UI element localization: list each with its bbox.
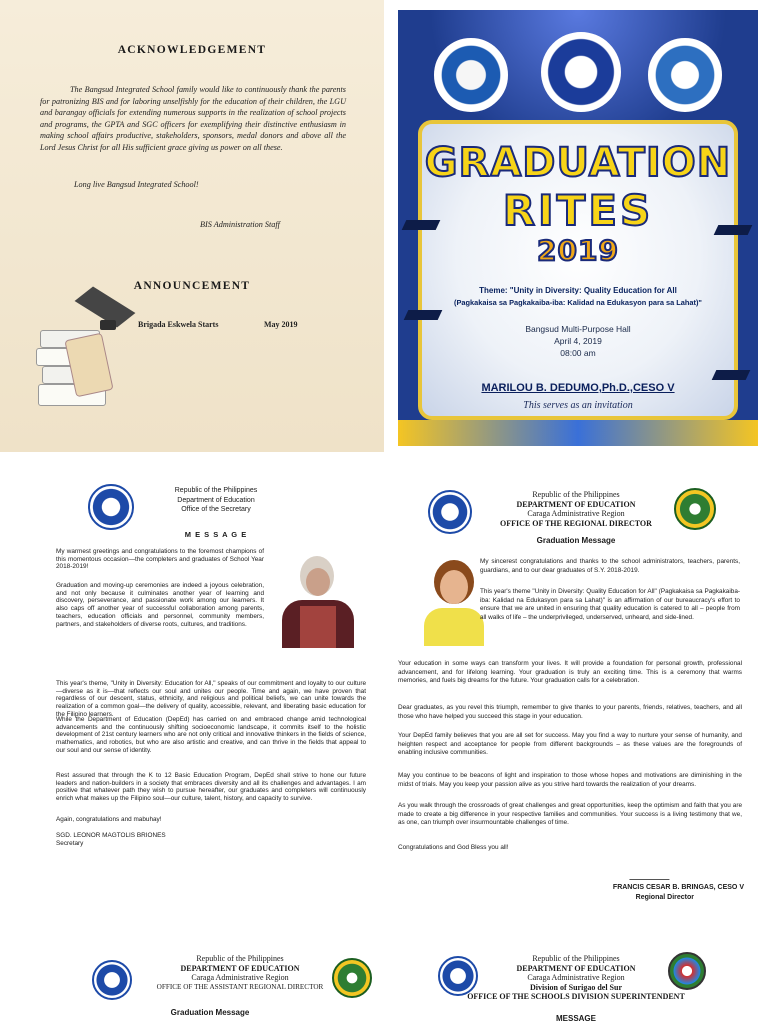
header-region: Caraga Administrative Region [191, 973, 289, 982]
regional-intro: My sincerest congratulations and thanks to the school administrators, teachers, parents, guardians, and to our dear graduates of S.Y. 2018-2019. [480, 558, 740, 574]
secretary-paragraph-2: Graduation and moving-up ceremonies are indeed a joyous celebration, and not only because it culminates another year of learning and discovery, perseverance, and passionate work among our learners. It also caps off another year of successful collaboration among parents, teachers, education officials and personnel, community members, partners, and stakeholders of diverse roots, cultures, and traditions. [56, 582, 264, 628]
header-office: OFFICE OF THE ASSISTANT REGIONAL DIRECTOR [156, 982, 324, 991]
regional-signatory: FRANCIS CESAR B. BRINGAS, CESO V [612, 884, 744, 891]
acknowledgement-closing: Long live Bangsud Integrated School! [74, 180, 199, 189]
mortarboard-icon [402, 220, 441, 230]
regional-theme-paragraph: This year's theme "Unity in Diversity: Quality Education for All" (Pagkakaisa sa Pagkakaiba-iba: Kalidad na Edukasyon para sa Lahat)" is an affirmation of our bureaucracy's effort to ensure that we are united in ensuring that quality education is catered to all – people from all walks of life – the underprivileged, underserved, unheard, and side-lined. [480, 588, 740, 621]
secretary-signatory: SGD. LEONOR MAGTOLIS BRIONES [56, 832, 166, 839]
regional-signatory-title: Regional Director [635, 894, 694, 901]
invitation-note: This serves as an invitation [523, 400, 633, 411]
graduation-books-illustration [30, 290, 140, 420]
signature-mark [629, 868, 675, 880]
header-republic: Republic of the Philippines [532, 490, 620, 499]
regional-paragraph-4: May you continue to be beacons of light and inspiration to those whose hopes and motivations are diminishing in the midst of trials. May you keep your passion alive as you strive hard towards the realization of your dreams. [398, 772, 742, 788]
school-seal-icon [648, 38, 722, 112]
deped-division-seal-icon [434, 38, 508, 112]
message-title: MESSAGE [555, 1014, 596, 1023]
announcement-title: ANNOUNCEMENT [133, 280, 251, 292]
regional-paragraph-2: Dear graduates, as you revel this triumph, remember to give thanks to your parents, friends, relatives, teachers, and all those who have helped you succeed this stage in your education. [398, 704, 742, 720]
message-title: Graduation Message [170, 1008, 250, 1017]
announcement-date: May 2019 [264, 320, 298, 329]
secretary-paragraph-5: Rest assured that through the K to 12 Basic Education Program, DepEd shall strive to hone our future leaders and nation-builders in a society that embraces diversity and all its challenges and advantages. I am positive that whatever path they wish to pursue hereafter, our graduates and completers will continuously enrich what makes up the Filipino soul—our culture, talent, history, and capacity to survive. [56, 772, 366, 803]
header-division: Division of Surigao del Sur [529, 982, 622, 992]
acknowledgement-title: ACKNOWLEDGEMENT [117, 44, 267, 56]
asst-regional-message-panel [0, 930, 384, 1024]
invitation-date: April 4, 2019 [554, 336, 602, 346]
header-republic: Republic of the Philippines [196, 954, 284, 963]
secretary-signatory-title: Secretary [56, 840, 84, 847]
sds-message-panel [384, 930, 768, 1024]
header-office: Office of the Secretary [181, 506, 251, 513]
header-region: Caraga Administrative Region [527, 973, 625, 982]
year-title: 2019 [537, 234, 619, 267]
invitation-theme: Theme: "Unity in Diversity: Quality Education for All [479, 286, 677, 295]
acknowledgement-panel [0, 0, 384, 452]
kagawaran-seal-icon [541, 32, 621, 112]
regional-director-message-panel [384, 452, 768, 922]
header-department: DEPARTMENT OF EDUCATION [516, 499, 636, 509]
secretary-paragraph-6: Again, congratulations and mabuhay! [56, 816, 162, 823]
mortarboard-icon [712, 370, 751, 380]
secretary-message-continued [0, 452, 384, 847]
graduation-invitation-panel [398, 10, 758, 446]
header-department: DEPARTMENT OF EDUCATION [180, 963, 300, 973]
regional-paragraph-3: Your DepEd family believes that you are all set for success. May you find a way to nurture your sense of humanity, and heighten respect and acceptance for people from different backgrounds – as these values are the foregrounds of enabling inclusive communities. [398, 732, 742, 757]
invitation-venue: Bangsud Multi-Purpose Hall [525, 324, 631, 334]
message-title: Graduation Message [536, 536, 616, 545]
regional-paragraph-5: As you walk through the crossroads of great challenges and great opportunities, keep the optimism and faith that you are made to create a big difference in your respective families and communities. Your success is a living testimony that we, as one, can triumph over insurmountable challenges of time. [398, 802, 742, 827]
acknowledgement-body: The Bangsud Integrated School family would like to continuously thank the parents for patronizing BIS and for laboring unselfishly for the education of their children, the LGU and barangay officials for extending numerous supports in the realization of school projects and programs, the GPTA and SGC officers for exemplifying their distinctive enthusiasm in making school affairs productive, stakeholders, sponsors, medal donors and above all the Lord Jesus Christ for all His sufficient grace giving us power on all these. [40, 85, 346, 152]
secretary-paragraph-1: My warmest greetings and congratulations to the foremost champions of this momentous occasion—the completers and graduates of School Year 2018-2019! [56, 548, 264, 571]
message-title: M E S S A G E [184, 530, 248, 539]
invitation-time: 08:00 am [560, 348, 596, 358]
header-region: Caraga Administrative Region [527, 509, 625, 518]
acknowledgement-signature: BIS Administration Staff [200, 220, 280, 229]
header-department: DEPARTMENT OF EDUCATION [516, 963, 636, 973]
header-republic: Republic of the Philippines [174, 487, 258, 494]
secretary-paragraph-4: While the Department of Education (DepEd) has carried on and embraced change amid technological advancements and the continuously shifting socioeconomic landscape, it commits itself to the holistic development of 21st century learners who are not only critical and innovative thinkers in the fields of science, mathematics, and robotics, but who are also artistic and creative, and can thrive in the fields that appeal to our soul and our sense of identity. [56, 716, 366, 754]
mortarboard-icon [404, 310, 443, 320]
header-department: Department of Education [177, 496, 255, 504]
rites-title: RITES [502, 186, 654, 235]
announcement-event: Brigada Eskwela Starts [138, 320, 219, 329]
regional-paragraph-1: Your education in some ways can transform your lives. It will provide a foundation for personal growth, professional advancement, and for lifelong learning. Your graduation is truly an exciting time. This is a ceremony that warms memories, and fuels big dreams for the future. Your graduation calls for a celebration. [398, 660, 742, 685]
graduation-title: GRADUATION [424, 140, 732, 186]
regional-paragraph-6: Congratulations and God Bless you all! [398, 844, 509, 851]
mortarboard-icon [714, 225, 753, 235]
secretary-paragraph-3: This year's theme, "Unity in Diversity: Education for All," speaks of our commitment and loyalty to our culture—diverse as it is—that reflects our soul and unites our people. Time and again, we have proven that regardless of our descent, status, ethnicity, and religious and political beliefs, we can unite towards the realization of a common goal—the delivery of quality, accessible, relevant, and liberating basic education for the Filipino learners. [56, 680, 366, 718]
header-republic: Republic of the Philippines [532, 954, 620, 963]
guest-speaker: MARILOU B. DEDUMO,Ph.D.,CESO V [481, 382, 675, 394]
invitation-theme-translation: (Pagkakaisa sa Pagkakaiba-iba: Kalidad na Edukasyon para sa Lahat)" [454, 298, 702, 307]
header-office: OFFICE OF THE REGIONAL DIRECTOR [500, 518, 652, 528]
header-office: OFFICE OF THE SCHOOLS DIVISION SUPERINTENDENT [467, 992, 685, 1001]
